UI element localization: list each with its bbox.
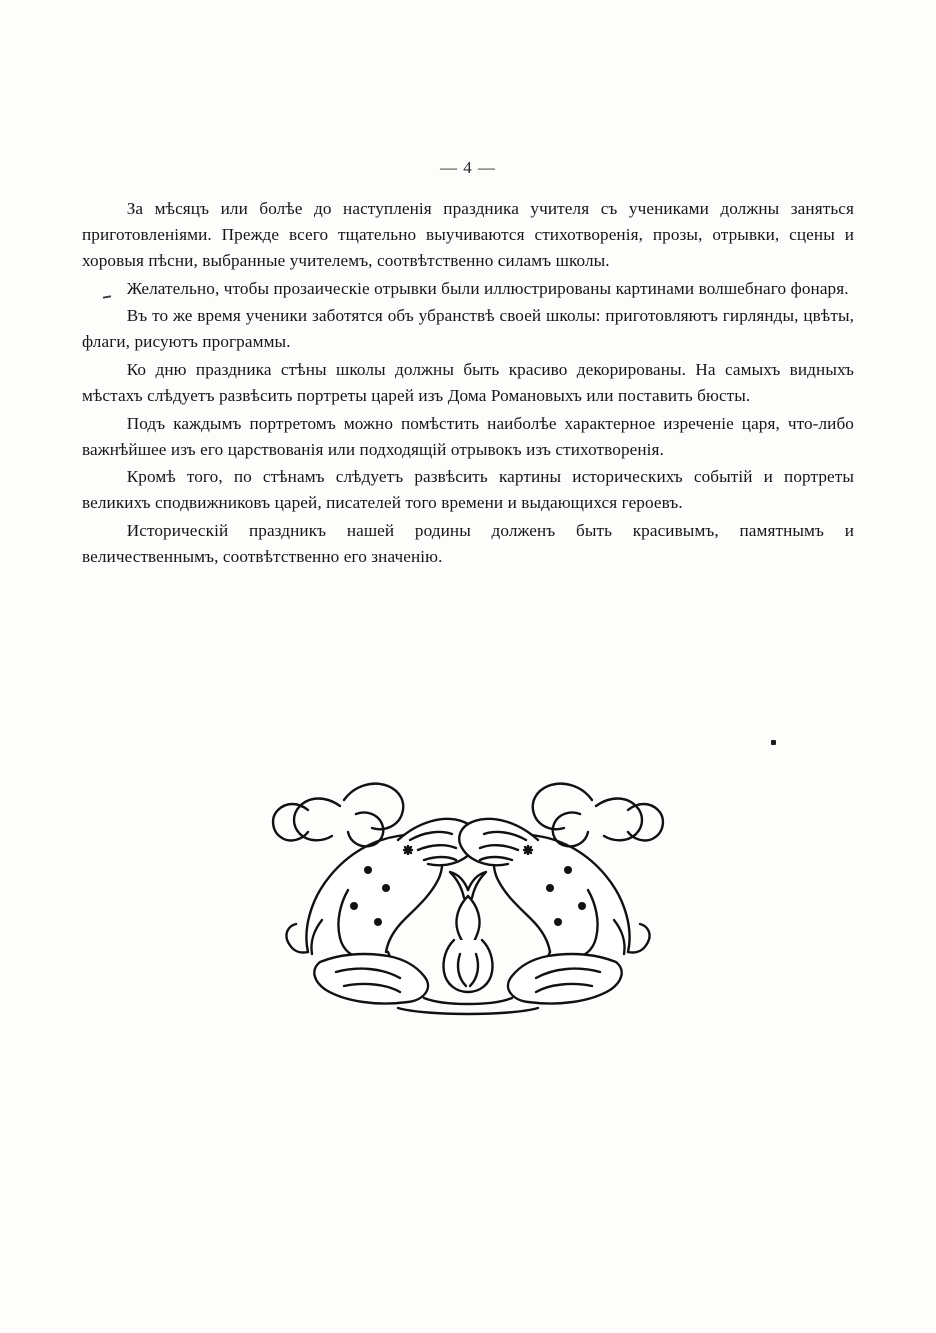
paragraph-3: Въ то же время ученики заботятся объ убранствѣ своей школы: приготовляютъ гирлянды, цвѣты, флаги, рисуютъ программы. — [82, 306, 854, 352]
stray-ink-dot — [771, 740, 776, 745]
paragraph-6: Кромѣ того, по стѣнамъ слѣдуетъ развѣсить картины историческихъ событій и портреты великихъ сподвижниковъ царей, писателей того времени и выдающихся героевъ. — [82, 467, 854, 513]
paragraph-7: Историческій праздникъ нашей родины долженъ быть красивымъ, памятнымъ и величественнымъ, соотвѣтственно его значенію. — [82, 520, 854, 567]
ornament-vignette — [248, 740, 688, 1040]
body-text-block — [82, 196, 854, 570]
paragraph-2: Желательно, чтобы прозаическіе отрывки были иллюстрированы картинами волшебнаго фонаря. — [126, 278, 849, 298]
paragraph-4: Ко дню праздника стѣны школы должны быть красиво декорированы. На самыхъ видныхъ мѣстахъ слѣдуетъ развѣсить портреты царей изъ Дома Романовыхъ или поставить бюсты. — [82, 359, 854, 406]
paragraph-5: Подъ каждымъ портретомъ можно помѣстить наиболѣе характерное изреченіе царя, что-либо важнѣйшее изъ его царствованія или подходящій отрывокъ изъ стихотворенія. — [82, 413, 854, 459]
page-number: — 4 — — [440, 158, 496, 177]
paragraph-1: За мѣсяцъ или болѣе до наступленія праздника учителя съ учениками должны заняться приготовленіями. Прежде всего тщательно выучиваются стихотворенія, прозы, отрывки, сцены и хоровыя пѣсни, выбранные учителемъ, соотвѣтственно силамъ школы. — [82, 199, 854, 271]
